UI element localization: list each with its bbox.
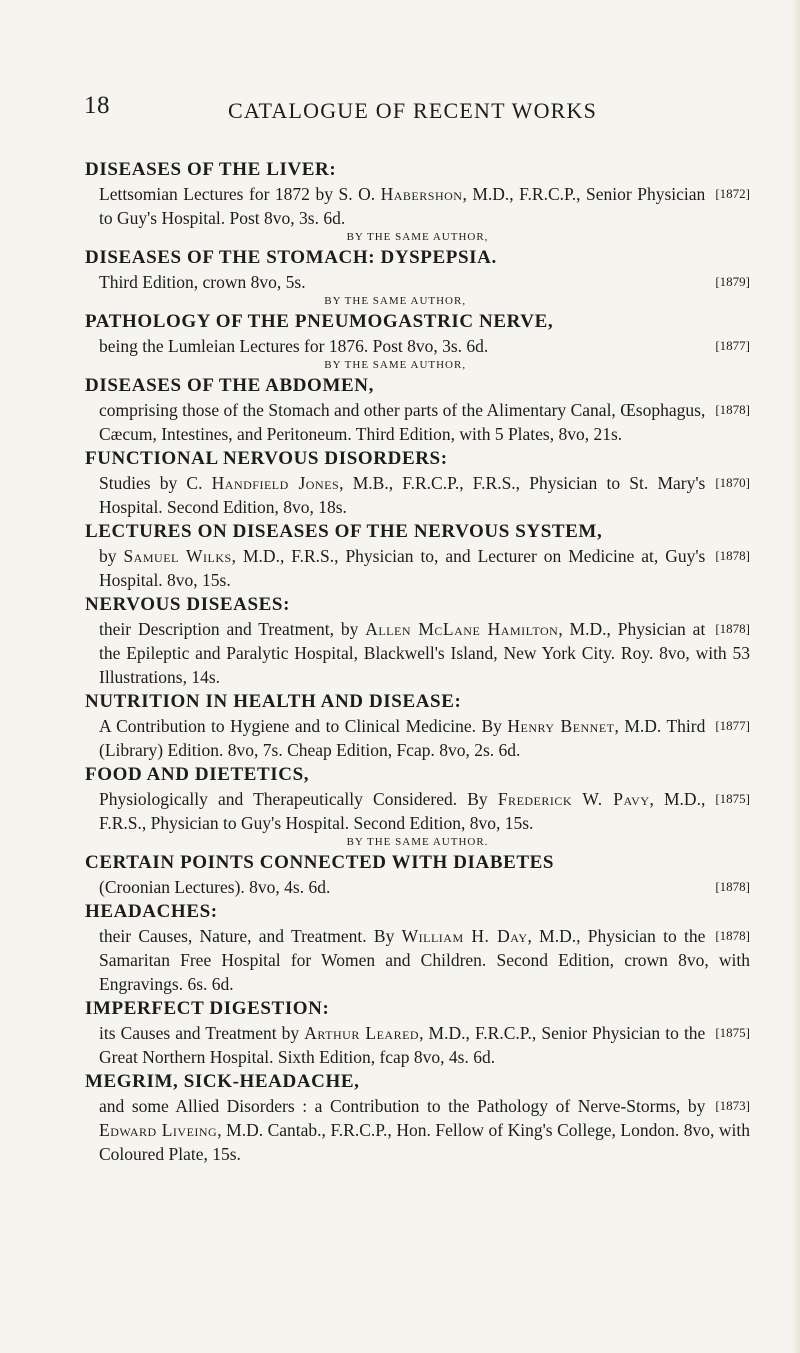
entry-title: HEADACHES:	[85, 901, 218, 922]
entry-text: by	[99, 546, 124, 566]
catalogue-entry	[85, 899, 750, 996]
entry-title: PATHOLOGY OF THE PNEUMOGASTRIC NERVE,	[85, 311, 554, 332]
catalogue-entry	[85, 689, 750, 762]
running-title: CATALOGUE OF RECENT WORKS	[228, 98, 598, 123]
entry-author: Edward Liveing	[99, 1120, 218, 1140]
entry-description	[85, 398, 750, 446]
by-same-author-note: BY THE SAME AUTHOR,	[324, 359, 467, 371]
entry-year: [1872]	[715, 186, 750, 201]
entry-text: their Causes, Nature, and Treatment. By	[99, 926, 402, 946]
entry-text: (Croonian Lectures). 8vo, 4s. 6d.	[99, 877, 331, 897]
entry-author: Arthur Leared	[304, 1023, 420, 1043]
entry-year: [1870]	[715, 475, 750, 490]
entry-text-after: , M.D., Physician to the Samaritan Free Hospital for Women and Children. Second Edition, crown 8vo, with Engravings. 6s. 6d.	[99, 926, 750, 994]
entry-title: FOOD AND DIETETICS,	[85, 764, 310, 785]
entry-text: and some Allied Disorders : a Contribution to the Pathology of Nerve-Storms, by	[99, 1096, 706, 1116]
entry-year: [1878]	[715, 402, 750, 417]
entry-text: Studies by C.	[99, 473, 212, 493]
entry-text: being the Lumleian Lectures for 1876. Post 8vo, 3s. 6d.	[99, 336, 489, 356]
entry-text-after: , M.B., F.R.C.P., F.R.S., Physician to St. Mary's Hospital. Second Edition, 8vo, 18s.	[99, 473, 706, 517]
entry-year: [1877]	[715, 718, 750, 733]
entry-author: Habershon	[380, 184, 463, 204]
entry-title: FUNCTIONAL NERVOUS DISORDERS:	[85, 448, 448, 469]
entry-text-after: , M.D., F.R.C.P., Senior Physician to the Great Northern Hospital. Sixth Edition, fcap 8vo, 4s. 6d.	[99, 1023, 706, 1067]
entry-description	[85, 787, 750, 835]
entry-description	[85, 182, 750, 230]
entry-description	[85, 270, 750, 294]
entry-description	[85, 1094, 750, 1166]
entry-description	[85, 714, 750, 762]
by-same-author-note: BY THE SAME AUTHOR.	[346, 836, 489, 848]
entry-author: Handfield Jones	[211, 473, 340, 493]
catalogue-entry	[85, 519, 750, 592]
entry-year: [1877]	[715, 338, 750, 353]
catalogue-entry	[85, 357, 750, 446]
entry-year: [1878]	[715, 928, 750, 943]
entry-text-after: , M.D., F.R.C.P., Senior Physician to Guy's Hospital. Post 8vo, 3s. 6d.	[99, 184, 706, 228]
catalogue-entry	[85, 834, 750, 899]
catalogue-entry	[85, 446, 750, 519]
entry-text-after: , M.D., Physician at the Epileptic and Paralytic Hospital, Blackwell's Island, New York City. Roy. 8vo, with 53 Illustrations, 14s.	[99, 619, 750, 687]
entry-description	[85, 875, 750, 899]
entry-text: Third Edition, crown 8vo, 5s.	[99, 272, 306, 292]
entry-year: [1879]	[715, 274, 750, 289]
by-same-author-note: BY THE SAME AUTHOR,	[346, 231, 489, 243]
entry-title: LECTURES ON DISEASES OF THE NERVOUS SYSTEM,	[85, 521, 603, 542]
entry-description	[85, 1021, 750, 1069]
entry-description	[85, 617, 750, 689]
entry-description	[85, 471, 750, 519]
entry-title: MEGRIM, SICK-HEADACHE,	[85, 1071, 360, 1092]
entry-text-after: , M.D., F.R.S., Physician to, and Lecturer on Medicine at, Guy's Hospital. 8vo, 15s.	[99, 546, 706, 590]
entry-title: DISEASES OF THE LIVER:	[85, 159, 337, 180]
entry-text-after: , M.D. Third (Library) Edition. 8vo, 7s. Cheap Edition, Fcap. 8vo, 2s. 6d.	[99, 716, 706, 760]
entry-year: [1873]	[715, 1098, 750, 1113]
catalogue-entry	[85, 157, 750, 230]
catalogue-entry	[85, 996, 750, 1069]
catalogue-entry	[85, 762, 750, 835]
catalogue-list	[85, 157, 750, 1166]
entry-year: [1875]	[715, 1025, 750, 1040]
entry-text: its Causes and Treatment by	[99, 1023, 305, 1043]
entry-year: [1878]	[715, 548, 750, 563]
catalogue-entry	[85, 293, 750, 358]
entry-author: William H. Day	[401, 926, 528, 946]
entry-year: [1875]	[715, 791, 750, 806]
page-edge-shadow	[792, 0, 800, 1353]
entry-title: NUTRITION IN HEALTH AND DISEASE:	[85, 691, 462, 712]
entry-description	[85, 334, 750, 358]
entry-text: A Contribution to Hygiene and to Clinical Medicine. By	[99, 716, 508, 736]
entry-text: their Description and Treatment, by	[99, 619, 366, 639]
entry-text: Lettsomian Lectures for 1872 by S. O.	[99, 184, 381, 204]
catalogue-entry	[85, 592, 750, 689]
catalogue-entry	[85, 229, 750, 294]
entry-author: Henry Bennet	[507, 716, 615, 736]
entry-title: CERTAIN POINTS CONNECTED WITH DIABETES	[85, 852, 555, 873]
catalogue-entry	[85, 1069, 750, 1166]
entry-title: DISEASES OF THE ABDOMEN,	[85, 375, 374, 396]
entry-text: comprising those of the Stomach and other parts of the Alimentary Canal, Œsophagus, Cæcum, Intestines, and Peritoneum. Third Edition, with 5 Plates, 8vo, 21s.	[99, 400, 706, 444]
entry-text-after: , M.D. Cantab., F.R.C.P., Hon. Fellow of King's College, London. 8vo, with Coloured Plate, 15s.	[99, 1120, 751, 1164]
entry-title: NERVOUS DISEASES:	[85, 594, 291, 615]
entry-description	[85, 544, 750, 592]
entry-title: IMPERFECT DIGESTION:	[85, 998, 330, 1019]
entry-author: Samuel Wilks	[123, 546, 232, 566]
by-same-author-note: BY THE SAME AUTHOR,	[324, 295, 467, 307]
entry-author: Allen McLane Hamilton	[365, 619, 559, 639]
entry-text: Physiologically and Therapeutically Considered. By	[99, 789, 498, 809]
entry-title: DISEASES OF THE STOMACH: DYSPEPSIA.	[85, 247, 497, 268]
page-number: 18	[84, 92, 110, 119]
entry-year: [1878]	[715, 621, 750, 636]
entry-description	[85, 924, 750, 996]
entry-year: [1878]	[715, 879, 750, 894]
entry-author: Frederick W. Pavy	[497, 789, 650, 809]
entry-text-after: , M.D., F.R.S., Physician to Guy's Hospital. Second Edition, 8vo, 15s.	[99, 789, 706, 833]
